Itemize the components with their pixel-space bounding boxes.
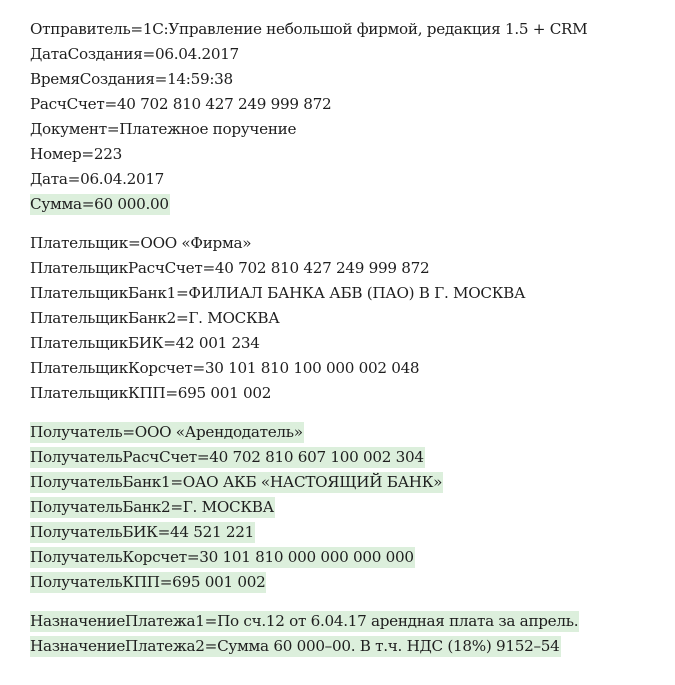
section-gap (30, 217, 588, 231)
payer-kpp-line: ПлательщикКПП=695 001 002 (30, 384, 272, 402)
payer-bank1-line: ПлательщикБанк1=ФИЛИАЛ БАНКА АБВ (ПАО) В Г. МОСКВА (30, 284, 526, 302)
recipient-corr-account-line: ПолучательКорсчет=30 101 810 000 000 000 000 (30, 548, 414, 566)
sum-line-highlighted: Сумма=60 000.00 (30, 195, 169, 213)
payment-purpose2-line: НазначениеПлатежа2=Сумма 60 000–00. В т.ч. НДС (18%) 9152–54 (30, 637, 560, 655)
sender-line: Отправитель=1С:Управление небольшой фирмой, редакция 1.5 + CRM (30, 20, 588, 38)
payer-name-line: Плательщик=ООО «Фирма» (30, 234, 252, 252)
recipient-bik-line: ПолучательБИК=44 521 221 (30, 523, 255, 541)
recipient-bank2-line: ПолучательБанк2=Г. МОСКВА (30, 498, 274, 516)
payer-corr-account-line: ПлательщикКорсчет=30 101 810 100 000 002 048 (30, 359, 420, 377)
section-gap (30, 595, 588, 609)
date-line: Дата=06.04.2017 (30, 170, 165, 188)
document-type-line: Документ=Платежное поручение (30, 120, 297, 138)
account-line: РасчСчет=40 702 810 427 249 999 872 (30, 95, 332, 113)
recipient-bank1-line: ПолучательБанк1=ОАО АКБ «НАСТОЯЩИЙ БАНК» (30, 473, 443, 491)
recipient-name-line: Получатель=ООО «Арендодатель» (30, 423, 303, 441)
recipient-account-line: ПолучательРасчСчет=40 702 810 607 100 002 304 (30, 448, 424, 466)
payment-purpose1-line: НазначениеПлатежа1=По сч.12 от 6.04.17 арендная плата за апрель. (30, 612, 579, 630)
creation-date-line: ДатаСоздания=06.04.2017 (30, 45, 239, 63)
payment-order-document (30, 17, 588, 659)
creation-time-line: ВремяСоздания=14:59:38 (30, 70, 233, 88)
payer-bank2-line: ПлательщикБанк2=Г. МОСКВА (30, 309, 280, 327)
recipient-kpp-line: ПолучательКПП=695 001 002 (30, 573, 266, 591)
section-gap (30, 406, 588, 420)
payer-bik-line: ПлательщикБИК=42 001 234 (30, 334, 260, 352)
payer-account-line: ПлательщикРасчСчет=40 702 810 427 249 999 872 (30, 259, 430, 277)
number-line: Номер=223 (30, 145, 122, 163)
